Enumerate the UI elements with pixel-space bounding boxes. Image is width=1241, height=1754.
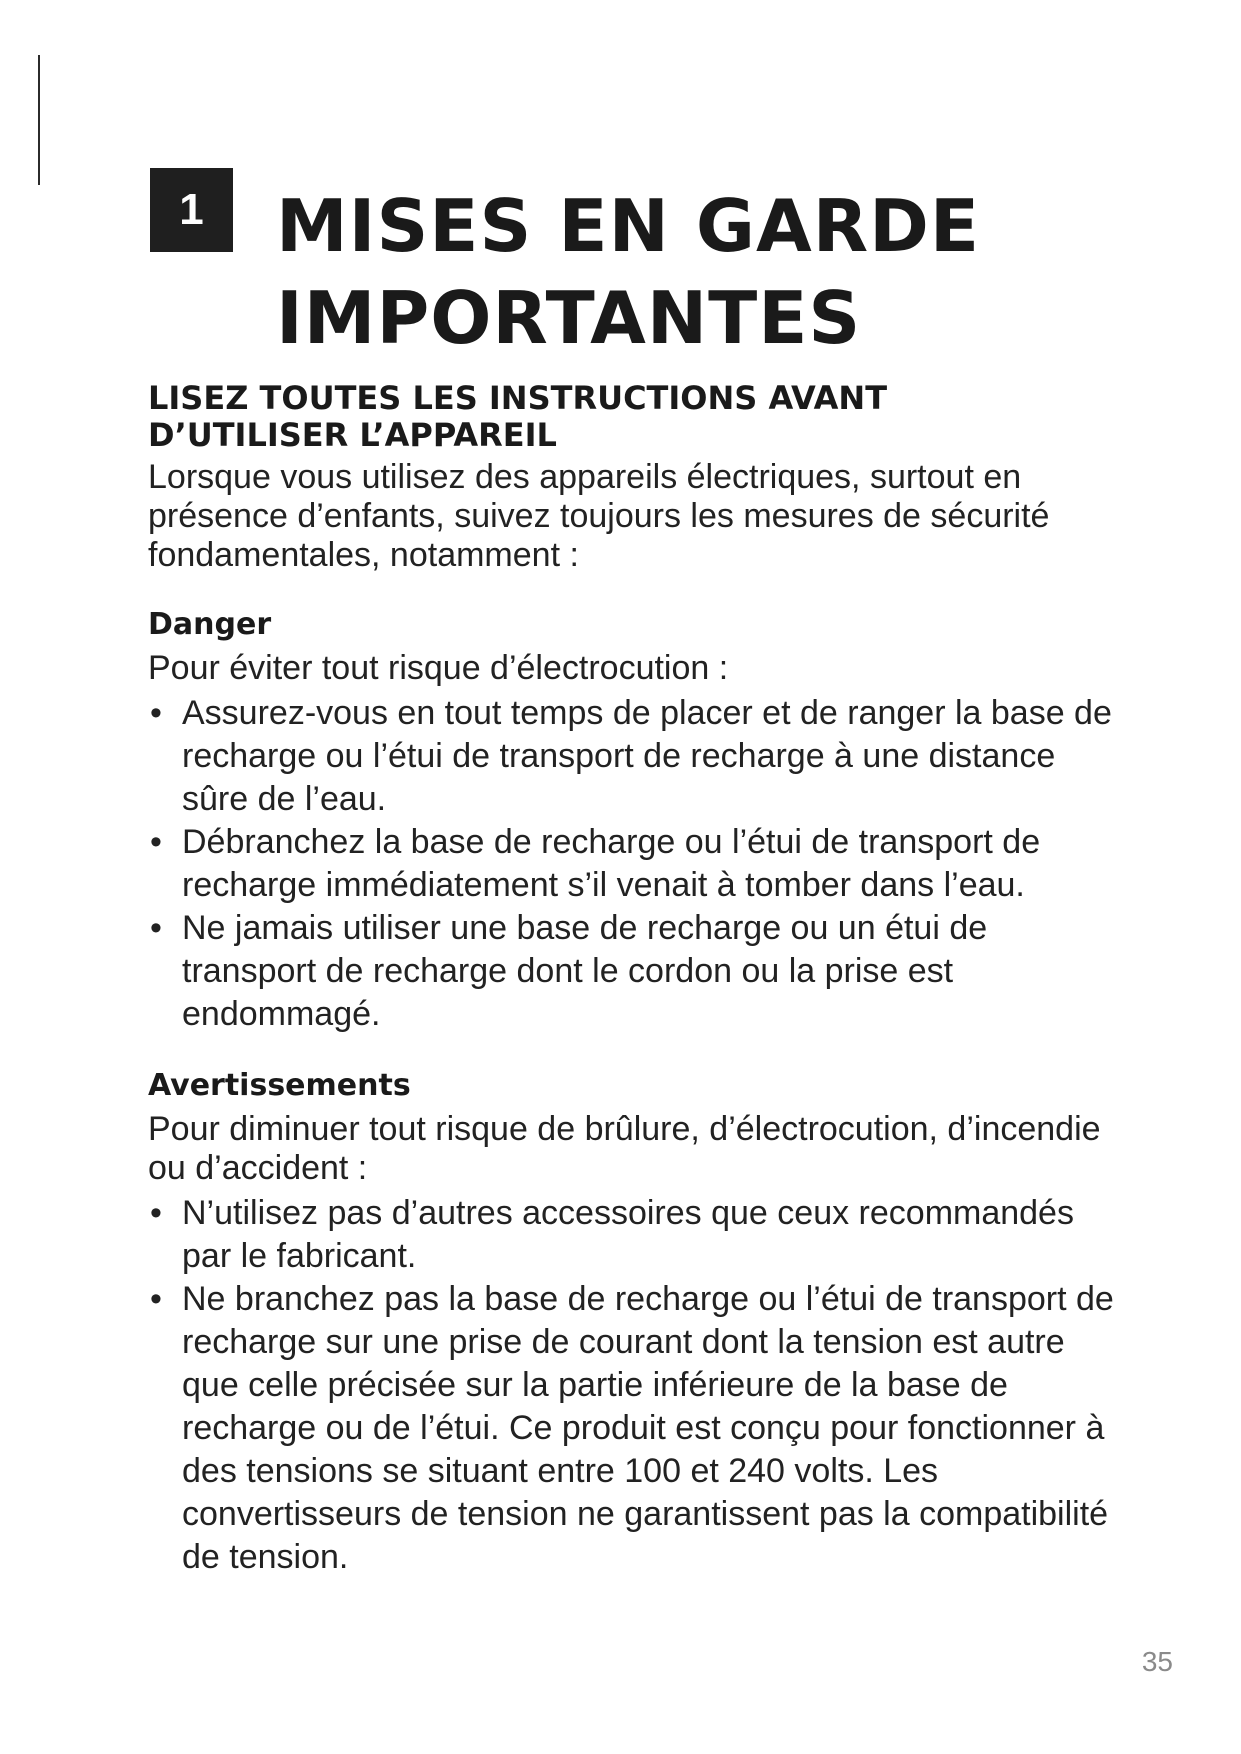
danger-lead: Pour éviter tout risque d’électrocution : [148, 649, 729, 687]
list-item: • Ne branchez pas la base de recharge ou l’étui de transport de recharge sur une prise de courant dont la tension est autre que celle précisée sur la partie inférieure de la base de recharge ou de l’étui. Ce produit est conçu pour fonctionner à des tensions se situant entre 100 et 240 volts. Les convertisseurs de tension ne garantissent pas la compatibilité de tension. [148, 1278, 1128, 1579]
page-number: 35 [1141, 1646, 1173, 1677]
warnings-lead: Pour diminuer tout risque de brûlure, d’électrocution, d’incendie ou d’accident : [148, 1110, 1101, 1187]
title-line-1: MISES EN GARDE [276, 184, 981, 268]
list-item: • Assurez-vous en tout temps de placer et de ranger la base de recharge ou l’étui de transport de recharge à une distance sûre de l’eau. [148, 692, 1128, 821]
main-content [148, 380, 1128, 1579]
list-item: • Débranchez la base de recharge ou l’étui de transport de recharge immédiatement s’il venait à tomber dans l’eau. [148, 821, 1128, 907]
margin-rule [38, 55, 40, 185]
chapter-number-badge: 1 [150, 168, 233, 252]
title-line-2: IMPORTANTES [276, 276, 862, 360]
warnings-heading: Avertissements [148, 1068, 411, 1103]
instructions-heading-line-2: D’UTILISER L’APPAREIL [148, 416, 557, 454]
intro-paragraph: Lorsque vous utilisez des appareils électriques, surtout en présence d’enfants, suivez toujours les mesures de sécurité fondamentales, notamment : [148, 458, 1050, 574]
danger-heading: Danger [148, 607, 272, 642]
list-item: • Ne jamais utiliser une base de recharge ou un étui de transport de recharge dont le cordon ou la prise est endommagé. [148, 907, 1128, 1036]
danger-list [148, 692, 1128, 1036]
instructions-heading-line-1: LISEZ TOUTES LES INSTRUCTIONS AVANT [148, 379, 888, 417]
list-item: • N’utilisez pas d’autres accessoires que ceux recommandés par le fabricant. [148, 1192, 1128, 1278]
instructions-heading [148, 380, 1128, 454]
page-title [276, 180, 980, 364]
warnings-list [148, 1192, 1128, 1579]
